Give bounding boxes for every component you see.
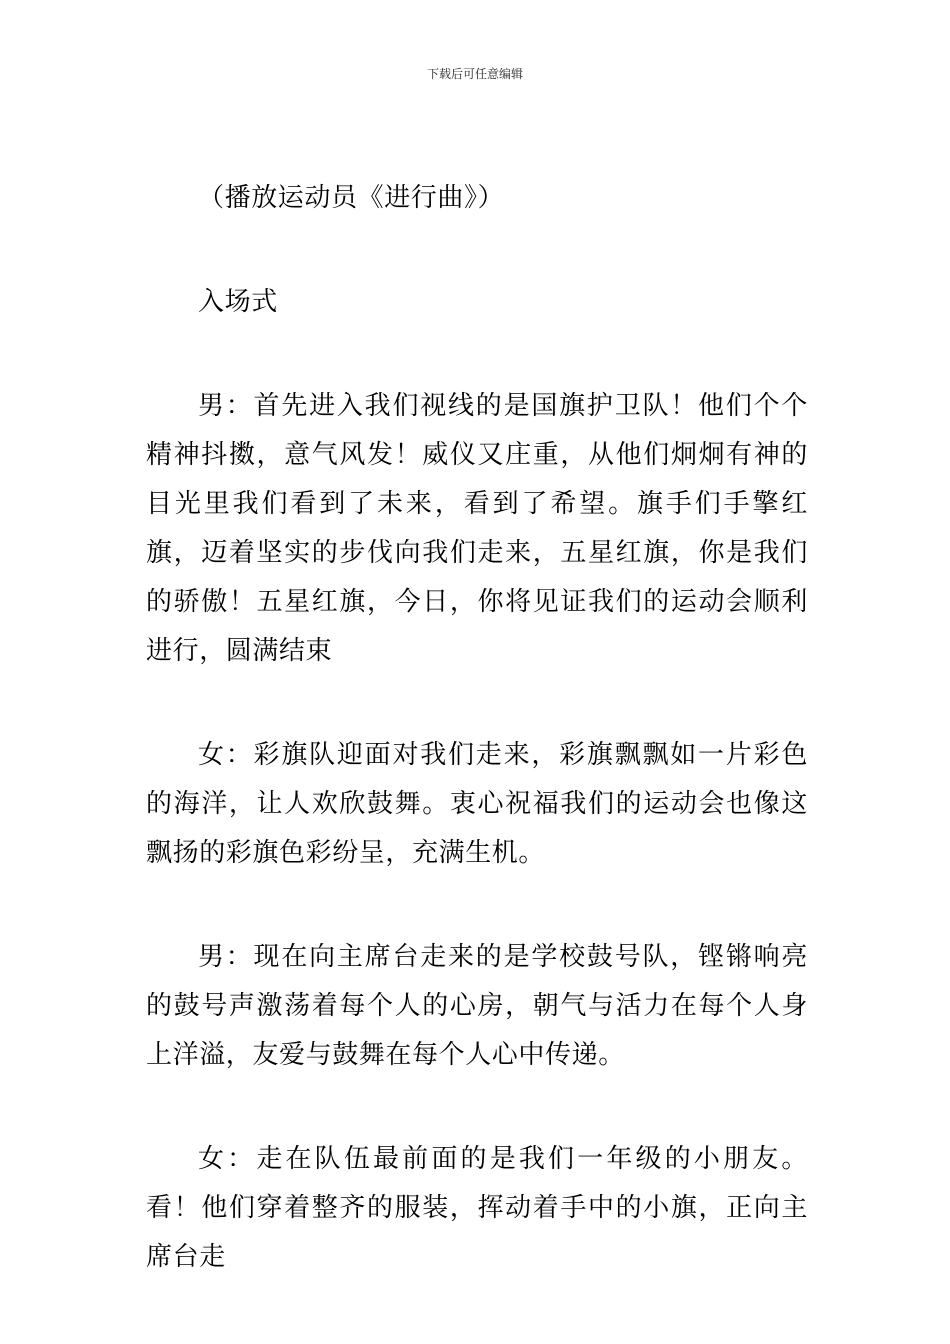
- paragraph-flag-guard: 男：首先进入我们视线的是国旗护卫队！他们个个精神抖擞，意气风发！威仪又庄重，从他们炯炯有神的目光里我们看到了未来，看到了希望。旗手们手擎红旗，迈着坚实的步伐向我们走来，五星红旗，你是我们的骄傲！五星红旗，今日，你将见证我们的运动会顺利进行，圆满结束: [146, 391, 808, 666]
- header-note: 下载后可任意编辑: [426, 67, 523, 81]
- paragraph-color-flag-team: 女：彩旗队迎面对我们走来，彩旗飘飘如一片彩色的海洋，让人欢欣鼓舞。衷心祝福我们的运动会也像这飘扬的彩旗色彩纷呈，充满生机。: [146, 740, 808, 868]
- paragraph-section-title: 入场式: [198, 287, 278, 317]
- paragraph-grade-one: 女：走在队伍最前面的是我们一年级的小朋友。看！他们穿着整齐的服装，挥动着手中的小旗，正向主席台走: [146, 1144, 808, 1272]
- paragraph-stage-direction: （播放运动员《进行曲》）: [198, 183, 505, 213]
- paragraph-drum-band: 男：现在向主席台走来的是学校鼓号队，铿锵响亮的鼓号声激荡着每个人的心房，朝气与活力在每个人身上洋溢，友爱与鼓舞在每个人心中传递。: [146, 942, 808, 1070]
- document-body: [146, 174, 808, 1282]
